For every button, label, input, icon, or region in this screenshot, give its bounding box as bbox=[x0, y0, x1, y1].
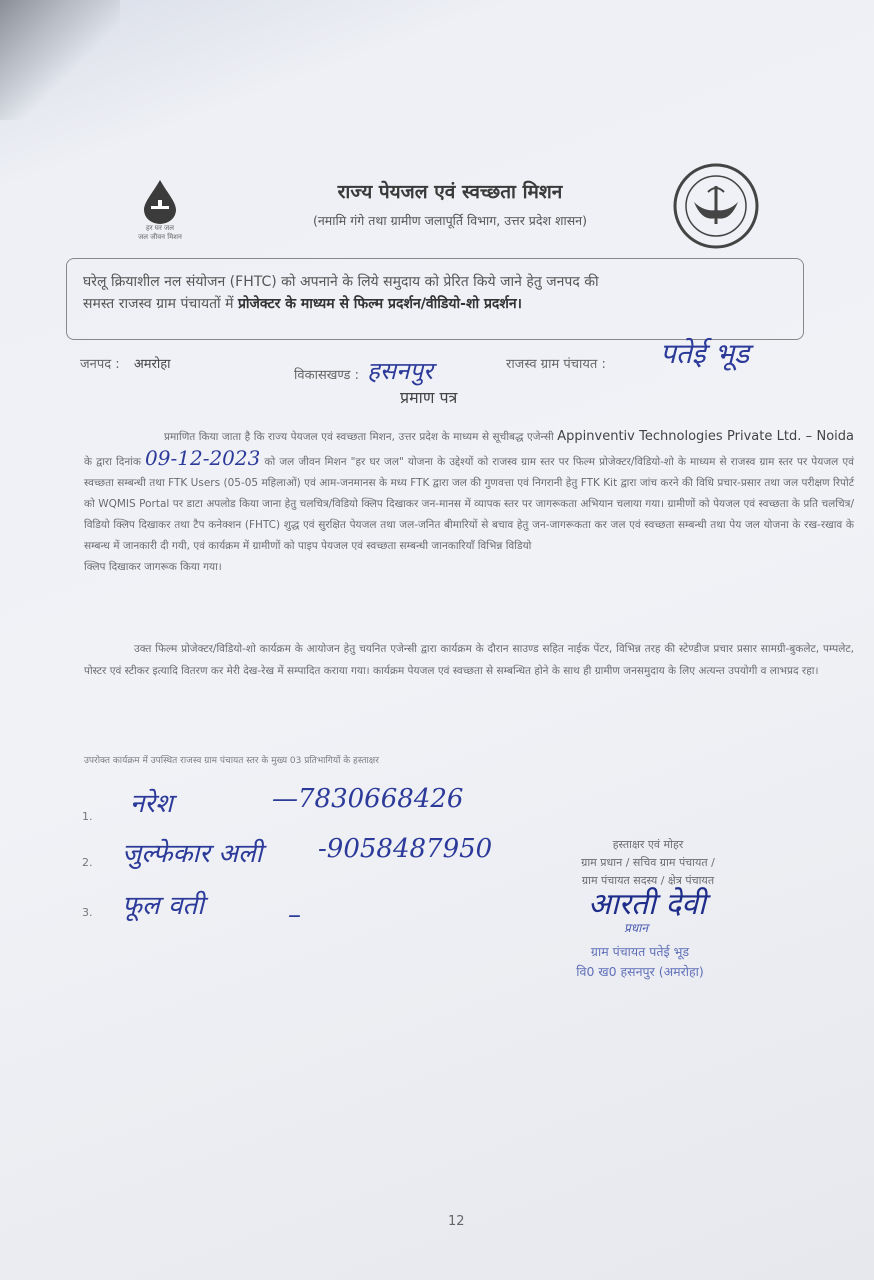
photo-shadow bbox=[0, 0, 120, 120]
certificate-paragraph-2 bbox=[84, 638, 854, 682]
signatory-number-1: 1. bbox=[82, 810, 93, 823]
header-block bbox=[240, 178, 660, 229]
banner-highlight: प्रोजेक्टर के माध्यम से फिल्म प्रदर्शन/वीडियो-शो प्रदर्शन। bbox=[237, 296, 522, 312]
signatory-name-2: जुल्फेकार अली bbox=[122, 839, 263, 869]
p1-end: क्लिप दिखाकर जागरूक किया गया। bbox=[84, 561, 222, 573]
p1-rest: को जल जीवन मिशन "हर घर जल" योजना के उद्देश्यों को राजस्व ग्राम स्तर पर फिल्म प्रोजेक्टर/विडियो-शो के माध्यम से राजस्व ग्राम स्तर पर पेयजल एवं स्वच्छता सम्बन्धी तथा FTK Users (05-05 महिलाओं) एवं आम-जनमानस के मध्य FTK द्वारा जल की गुणवत्ता एवं निगरानी हेतु FTK Kit द्वारा जांच करने की विधि प्रचार-प्रसार तथा जल परीक्षण रिपोर्ट को WQMIS Portal पर डाटा अपलोड किया जाना हेतु चलचित्र/विडियो क्लिप दिखाकर जन-मानस में व्यापक स्तर पर जागरूकता अभियान चलाया गया। ग्रामीणों को पेयजल एवं स्वच्छता के प्रति चलचित्र/विडियो क्लिप दिखाकर तथा टैप कनेक्शन (FHTC) शुद्ध एवं सुरक्षित पेयजल तथा जल-जनित बीमारियों से बचाव हेतु जन-जागरूकता कर जल एवं स्वच्छता सम्बन्धी तथा पेय जल योजना के रख-रखाव के सम्बन्ध में जानकारी दी गयी, एवं कार्यक्रम में ग्रामीणों को पाइप पेयजल एवं स्वच्छता सम्बन्धी जानकारियाँ विभिन्न विडियो bbox=[84, 456, 854, 552]
logo-caption-1: हर घर जल bbox=[146, 224, 174, 232]
stamp-line-3: ग्राम पंचायत सदस्य / क्षेत्र पंचायत bbox=[581, 874, 715, 887]
district-value: अमरोहा bbox=[133, 357, 171, 372]
signatories-intro: उपरोक्त कार्यक्रम में उपस्थित राजस्व ग्राम पंचायत स्तर के मुख्य 03 प्रतिभागियों के हस्ताक्षर bbox=[84, 756, 379, 766]
seal-line-1: ग्राम पंचायत पतेई भूड bbox=[590, 944, 690, 959]
logo-caption-2: जल जीवन मिशन bbox=[138, 233, 182, 241]
panchayat-seal bbox=[540, 942, 740, 982]
p1-start: प्रमाणित किया जाता है कि राज्य पेयजल एवं स्वच्छता मिशन, उत्तर प्रदेश के माध्यम से सूचीबद्ध एजेन्सी bbox=[164, 431, 554, 443]
certificate-title: प्रमाण पत्र bbox=[400, 388, 458, 407]
banner-line-1: घरेलू क्रियाशील नल संयोजन (FHTC) को अपनाने के लिये समुदाय को प्रेरित किये जाने हेतु जनपद की bbox=[83, 274, 599, 290]
signatory-number-2: 2. bbox=[82, 856, 93, 869]
page-number: 12 bbox=[448, 1214, 465, 1229]
agency-name: Appinventiv Technologies Private Ltd. – Noida bbox=[557, 429, 854, 444]
block-value: हसनपुर bbox=[367, 357, 433, 385]
district-field bbox=[80, 354, 170, 372]
page-title: राज्य पेयजल एवं स्वच्छता मिशन bbox=[337, 181, 563, 203]
banner-line-2: समस्त राजस्व ग्राम पंचायतों में bbox=[83, 296, 238, 312]
panchayat-label: राजस्व ग्राम पंचायत : bbox=[506, 357, 606, 372]
p1-by-date: के द्वारा दिनांक bbox=[84, 456, 146, 468]
stamp-line-2: ग्राम प्रधान / सचिव ग्राम पंचायत / bbox=[581, 856, 715, 869]
signature-designation: प्रधान bbox=[624, 921, 648, 935]
signature-name: आरती देवी bbox=[588, 887, 706, 922]
signatory-name-3: फूल वती bbox=[122, 891, 204, 921]
district-label: जनपद : bbox=[80, 357, 120, 372]
seal-line-2: वि0 ख0 हसनपुर (अमरोहा) bbox=[576, 964, 704, 979]
page-subtitle: (नमामि गंगे तथा ग्रामीण जलापूर्ति विभाग, उत्तर प्रदेश शासन) bbox=[312, 213, 587, 228]
program-banner bbox=[66, 258, 804, 340]
certificate-paragraph-1 bbox=[84, 426, 854, 578]
block-label: विकासखण्ड : bbox=[294, 368, 360, 383]
signatory-phone-3: – bbox=[288, 900, 301, 930]
signatory-phone-1: —7830668426 bbox=[272, 784, 464, 814]
water-drop-icon bbox=[140, 178, 180, 224]
signatory-number-3: 3. bbox=[82, 906, 93, 919]
panchayat-value: पतेई भूड bbox=[660, 337, 750, 370]
block-field bbox=[294, 354, 433, 387]
stamp-line-1: हस्ताक्षर एवं मोहर bbox=[612, 838, 684, 851]
panchayat-field bbox=[506, 354, 606, 372]
pradhan-signature bbox=[588, 882, 706, 936]
signatory-phone-2: -9058487950 bbox=[318, 834, 493, 864]
p2-text: उक्त फिल्म प्रोजेक्टर/विडियो-शो कार्यक्रम के आयोजन हेतु चयनित एजेन्सी द्वारा कार्यक्रम के दौरान साउण्ड सहित नाईक पेंटर, विभिन्न तरह की स्टेण्डीज प्रचार प्रसार सामग्री-बुकलेट, पम्पलेट, पोस्टर एवं स्टीकर इत्यादि वितरण कर मेरी देख-रेख में सम्पादित कराया गया। कार्यक्रम पेयजल एवं स्वच्छता से सम्बन्धित होने के साथ ही ग्रामीण जनसमुदाय के लिए अत्यन्त उपयोगी व लाभप्रद रहा। bbox=[84, 643, 854, 677]
signatory-name-1: नरेश bbox=[130, 789, 173, 819]
jal-jeevan-logo bbox=[128, 178, 192, 242]
event-date: 09-12-2023 bbox=[145, 446, 261, 470]
up-govt-seal-icon bbox=[672, 162, 760, 250]
